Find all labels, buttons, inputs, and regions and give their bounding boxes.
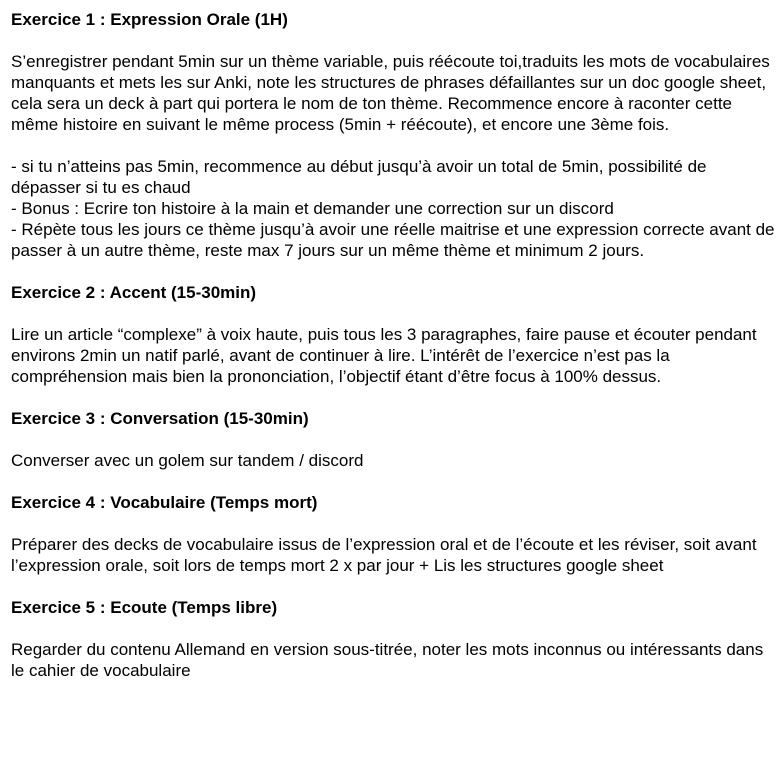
spacer	[11, 513, 776, 534]
exercise-1-heading: Exercice 1 : Expression Orale (1H)	[11, 10, 288, 29]
spacer	[11, 387, 776, 408]
exercise-4-description: Préparer des decks de vocabulaire issus de l’expression oral et de l’écoute et les réviser, soit avant l’expression orale, soit lors de temps mort 2 x par jour + Lis les structures google sheet	[11, 535, 757, 575]
exercise-3-heading: Exercice 3 : Conversation (15-30min)	[11, 409, 309, 428]
spacer	[11, 303, 776, 324]
spacer	[11, 261, 776, 282]
exercise-4-heading: Exercice 4 : Vocabulaire (Temps mort)	[11, 493, 318, 512]
exercise-5-heading: Exercice 5 : Ecoute (Temps libre)	[11, 598, 278, 617]
document-body	[11, 9, 776, 681]
exercise-1-description: S’enregistrer pendant 5min sur un thème variable, puis réécoute toi,traduits les mots de vocabulaires manquants et mets les sur Anki, note les structures de phrases défaillantes sur un doc google sheet, cela sera un deck à part qui portera le nom de ton thème. Recommence encore à raconter cette même histoire en suivant le même process (5min + réécoute), et encore une 3ème fois.	[11, 52, 770, 134]
exercise-1-note-bonus: - Bonus : Ecrire ton histoire à la main et demander une correction sur un discord	[11, 199, 614, 218]
spacer	[11, 429, 776, 450]
exercise-1-note-repeat: - Répète tous les jours ce thème jusqu’à avoir une réelle maitrise et une expression correcte avant de passer à un autre thème, reste max 7 jours sur un même thème et minimum 2 jours.	[11, 220, 775, 260]
exercise-2-heading: Exercice 2 : Accent (15-30min)	[11, 283, 257, 302]
exercise-1-note-duration: - si tu n’atteins pas 5min, recommence au début jusqu’à avoir un total de 5min, possibilité de dépasser si tu es chaud	[11, 157, 707, 197]
spacer	[11, 135, 776, 156]
spacer	[11, 471, 776, 492]
spacer	[11, 618, 776, 639]
exercise-2-description: Lire un article “complexe” à voix haute, puis tous les 3 paragraphes, faire pause et écouter pendant environs 2min un natif parlé, avant de continuer à lire. L’intérêt de l’exercice n’est pas la compréhension mais bien la prononciation, l’objectif étant d’être focus à 100% dessus.	[11, 325, 757, 386]
exercise-3-description: Converser avec un golem sur tandem / discord	[11, 451, 364, 470]
spacer	[11, 30, 776, 51]
exercise-5-description: Regarder du contenu Allemand en version sous-titrée, noter les mots inconnus ou intéressants dans le cahier de vocabulaire	[11, 640, 764, 680]
spacer	[11, 576, 776, 597]
